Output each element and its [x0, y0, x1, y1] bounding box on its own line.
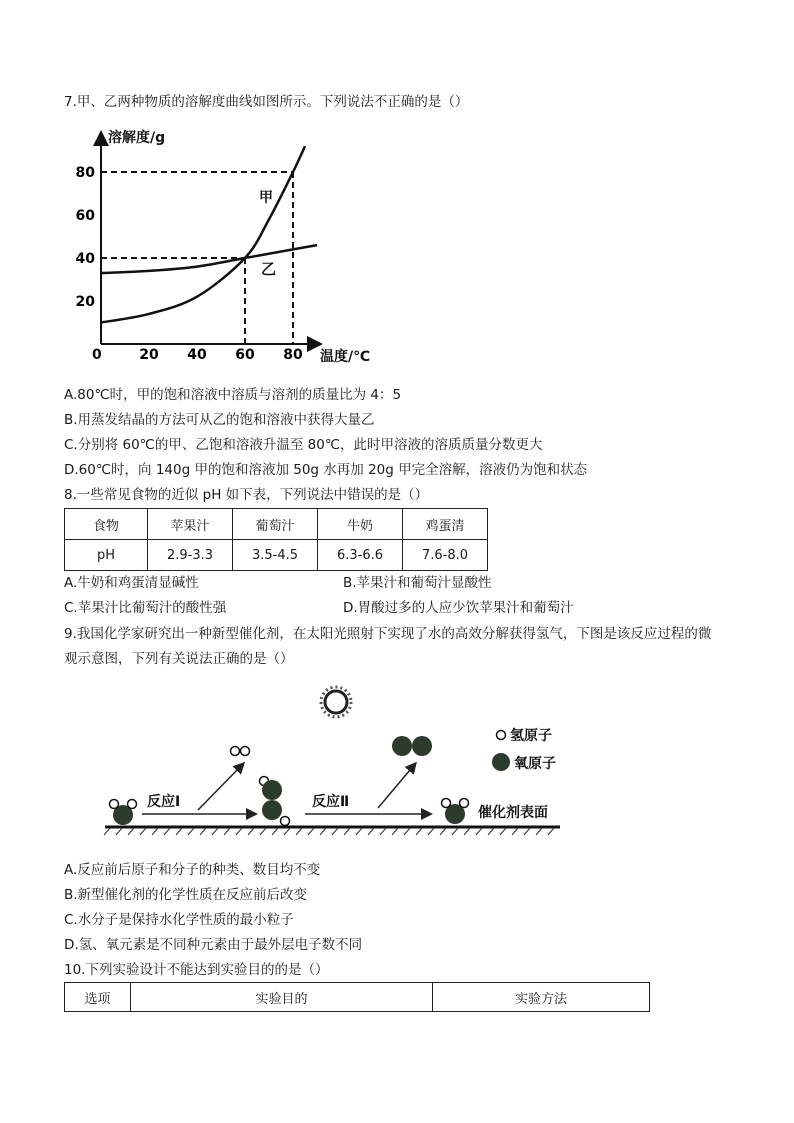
x-tick-label: 40: [187, 347, 207, 363]
o2-arrow: [378, 764, 415, 808]
q8-option-a: A.牛奶和鸡蛋清显碱性: [64, 575, 199, 591]
table-header-cell: 鸡蛋清: [403, 509, 488, 540]
svg-text:氢原子: 氢原子: [510, 728, 552, 744]
q9-option-a: A.反应前后原子和分子的种类、数目均不变: [64, 862, 321, 878]
catalyst-surface: [104, 827, 560, 835]
q9-stem-line1: 9.我国化学家研究出一种新型催化剂，在太阳光照射下实现了水的高效分解获得氢气，下图是该反应过程的微: [64, 626, 712, 642]
surface-label: 催化剂表面: [478, 805, 548, 821]
q8-stem: 8.一些常见食物的近似 pH 如下表，下列说法中错误的是（）: [64, 487, 429, 503]
water-molecule: [442, 799, 469, 825]
q8-option-c: C.苹果汁比葡萄汁的酸性强: [64, 600, 227, 616]
q9-stem-line2: 观示意图，下列有关说法正确的是（）: [64, 651, 294, 667]
ph-table: [64, 508, 488, 571]
q7-option-b: B.用蒸发结晶的方法可从乙的饱和溶液中获得大量乙: [64, 412, 375, 428]
q7-option-c: C.分别将 60℃的甲、乙饱和溶液升温至 80℃，此时甲溶液的溶质质量分数更大: [64, 437, 543, 453]
label-jia: 甲: [259, 190, 273, 206]
table-row: [65, 509, 488, 540]
reaction1-label: 反应Ⅰ: [147, 794, 181, 810]
solubility-chart: [64, 122, 404, 372]
y-tick-label: 20: [75, 294, 95, 310]
x-tick-labels: [139, 347, 303, 363]
legend-oxygen: [492, 753, 556, 772]
x-axis-label: 温度/℃: [320, 349, 371, 365]
q9-option-d: D.氢、氧元素是不同种元素由于最外层电子数不同: [64, 937, 363, 953]
table-row: [65, 540, 488, 571]
table-cell: pH: [65, 540, 148, 571]
table-cell: 3.5-4.5: [233, 540, 318, 571]
y-tick-label: 40: [75, 251, 95, 267]
table-cell: 7.6-8.0: [403, 540, 488, 571]
oxygen-atom-icon: [492, 753, 510, 771]
reaction-diagram: [100, 680, 570, 840]
table-cell: 6.3-6.6: [318, 540, 403, 571]
hydrogen-molecule: [231, 747, 250, 756]
table-cell: 2.9-3.3: [148, 540, 233, 571]
q7-stem: 7.甲、乙两种物质的溶解度曲线如图所示。下列说法不正确的是（）: [64, 94, 469, 110]
y-tick-label: 80: [75, 165, 95, 181]
origin-label: 0: [92, 347, 102, 363]
q10-stem: 10.下列实验设计不能达到实验目的的是（）: [64, 962, 329, 978]
table-header-cell: 实验方法: [433, 983, 650, 1012]
table-header-cell: 选项: [65, 983, 131, 1012]
sun-icon: [321, 687, 351, 717]
table-header-cell: 牛奶: [318, 509, 403, 540]
table-header-cell: 苹果汁: [148, 509, 233, 540]
x-tick-label: 20: [139, 347, 159, 363]
q9-option-c: C.水分子是保持水化学性质的最小粒子: [64, 912, 294, 928]
y-axis-label: 溶解度/g: [108, 130, 166, 146]
x-tick-label: 60: [235, 347, 255, 363]
y-tick-label: 60: [75, 208, 95, 224]
q7-option-d: D.60℃时，向 140g 甲的饱和溶液加 50g 水再加 20g 甲完全溶解，溶液仍为饱和状态: [64, 462, 588, 478]
table-header-cell: 食物: [65, 509, 148, 540]
q7-option-a: A.80℃时，甲的饱和溶液中溶质与溶剂的质量比为 4：5: [64, 387, 402, 403]
table-header-cell: 实验目的: [131, 983, 433, 1012]
y-tick-labels: [76, 165, 96, 310]
hydrogen-peroxide-molecule: [260, 777, 290, 826]
reaction2-label: 反应Ⅱ: [312, 794, 350, 810]
water-molecule: [110, 800, 137, 826]
legend-hydrogen: [497, 727, 553, 744]
q8-option-d: D.胃酸过多的人应少饮苹果汁和葡萄汁: [343, 600, 574, 616]
experiment-table: [64, 982, 650, 1012]
q9-option-b: B.新型催化剂的化学性质在反应前后改变: [64, 887, 308, 903]
q8-option-b: B.苹果汁和葡萄汁显酸性: [343, 575, 492, 591]
curve-yi: [101, 245, 317, 273]
hydrogen-atom-icon: [497, 731, 506, 740]
h2-arrow: [198, 764, 243, 810]
x-tick-label: 80: [283, 347, 303, 363]
svg-text:氧原子: 氧原子: [514, 756, 556, 772]
label-yi: 乙: [261, 260, 277, 278]
table-row: [65, 983, 650, 1012]
table-header-cell: 葡萄汁: [233, 509, 318, 540]
oxygen-molecule: [392, 736, 432, 756]
